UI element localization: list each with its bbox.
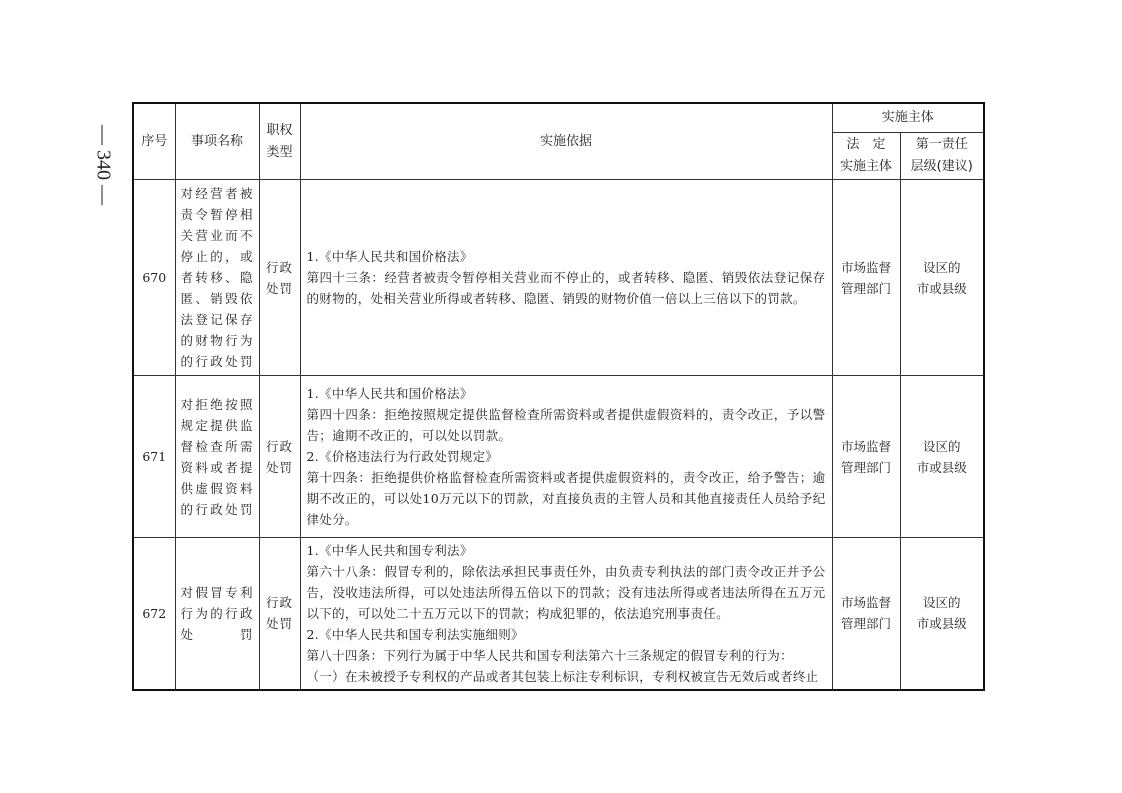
row-power-type <box>259 538 300 690</box>
row-legal-subject <box>832 538 900 690</box>
item-name-line: 资料或者提 <box>180 459 254 475</box>
header-power-type-line1: 职权 <box>266 122 293 138</box>
responsibility-level-line: 市或县级 <box>916 459 967 475</box>
row-responsibility-level <box>900 180 984 376</box>
header-legal-subject-line1: 法 定 <box>846 137 886 152</box>
item-name-line: 供虚假资料 <box>180 480 254 496</box>
power-type-line: 处罚 <box>265 280 293 296</box>
row-legal-subject <box>832 376 900 538</box>
responsibility-level-line: 设区的 <box>923 438 961 454</box>
power-type-line: 处罚 <box>265 459 293 475</box>
legal-subject-line: 管理部门 <box>840 616 891 632</box>
enforcement-items-table <box>132 102 985 691</box>
row-basis <box>300 180 832 376</box>
row-basis <box>300 538 832 690</box>
row-seq: 671 <box>133 376 175 538</box>
item-name-line: 行为的行政 <box>180 605 254 621</box>
item-name-line: 停止的，或 <box>180 249 254 264</box>
row-legal-subject <box>832 180 900 376</box>
item-name-line: 者转移、隐 <box>180 270 254 285</box>
header-power-type-line2: 类型 <box>266 144 293 160</box>
legal-subject-line: 市场监督 <box>840 438 891 454</box>
item-name-line: 对拒绝按照 <box>180 396 254 412</box>
responsibility-level-line: 设区的 <box>923 259 961 275</box>
item-name-line: 关营业而不 <box>180 228 254 243</box>
header-item-name: 事项名称 <box>175 103 259 180</box>
row-basis <box>300 376 832 538</box>
item-name-line: 对经营者被 <box>180 186 254 201</box>
basis-paragraph: 第四十三条：经营者被责令暂停相关营业而不停止的，或者转移、隐匿、销毁依法登记保存的财物的，处相关营业所得或者转移、隐匿、销毁的财物价值一倍以上三倍以下的罚款。 <box>306 270 826 306</box>
page-number-text: — 340 — <box>92 125 115 205</box>
row-power-type <box>259 180 300 376</box>
power-type-line: 处罚 <box>265 616 293 632</box>
header-basis: 实施依据 <box>300 103 832 180</box>
row-power-type <box>259 376 300 538</box>
basis-paragraph: 第六十八条：假冒专利的，除依法承担民事责任外，由负责专利执法的部门责令改正并予公告，没收违法所得，可以处违法所得五倍以下的罚款；没有违法所得或者违法所得在五万元以下的，可以处二十五万元以下的罚款；构成犯罪的，依法追究刑事责任。 <box>306 563 826 621</box>
table-row <box>133 538 984 690</box>
table-row <box>133 376 984 538</box>
basis-paragraph: 第十四条：拒绝提供价格监督检查所需资料或者提供虚假资料的，责令改正，给予警告；逾期不改正的，可以处10万元以下的罚款，对直接负责的主管人员和其他直接责任人员给予纪律处分。 <box>306 470 826 527</box>
row-item-name <box>175 180 259 376</box>
legal-subject-line: 管理部门 <box>840 280 891 296</box>
item-name-line: 责令暂停相 <box>180 207 254 222</box>
header-subject-group: 实施主体 <box>832 103 984 133</box>
item-name-line: 法登记保存 <box>180 312 254 327</box>
page-number <box>88 120 118 210</box>
row-responsibility-level <box>900 538 984 690</box>
header-legal-subject-line2: 实施主体 <box>839 159 892 174</box>
basis-paragraph: 1.《中华人民共和国价格法》 <box>306 249 473 264</box>
legal-subject-line: 市场监督 <box>840 259 891 275</box>
item-name-line: 对假冒专利 <box>180 584 254 600</box>
responsibility-level-line: 设区的 <box>923 595 961 611</box>
basis-paragraph: 2.《中华人民共和国专利法实施细则》 <box>306 626 524 642</box>
row-seq: 670 <box>133 180 175 376</box>
row-item-name <box>175 376 259 538</box>
row-responsibility-level <box>900 376 984 538</box>
item-name-line: 处罚 <box>180 626 254 642</box>
basis-paragraph: 1.《中华人民共和国价格法》 <box>306 386 473 401</box>
power-type-line: 行政 <box>265 259 293 275</box>
responsibility-level-line: 市或县级 <box>916 616 967 632</box>
row-seq: 672 <box>133 538 175 690</box>
header-responsibility-level-line1: 第一责任 <box>915 137 968 152</box>
item-name-line: 督检查所需 <box>180 438 254 454</box>
legal-subject-line: 市场监督 <box>840 595 891 611</box>
power-type-line: 行政 <box>265 438 293 454</box>
basis-paragraph: 第八十四条：下列行为属于中华人民共和国专利法第六十三条规定的假冒专利的行为： <box>306 647 793 663</box>
table-body <box>133 180 984 690</box>
basis-paragraph: 1.《中华人民共和国专利法》 <box>306 542 473 558</box>
item-name-line: 的行政处罚 <box>180 354 254 369</box>
header-power-type <box>259 103 300 180</box>
basis-paragraph: （一）在未被授予专利权的产品或者其包装上标注专利标识，专利权被宣告无效后或者终止 <box>306 668 819 684</box>
item-name-line: 的财物行为 <box>180 333 254 348</box>
item-name-line: 匿、销毁依 <box>180 291 254 306</box>
header-seq: 序号 <box>133 103 175 180</box>
responsibility-level-line: 市或县级 <box>916 280 967 296</box>
power-type-line: 行政 <box>265 595 293 611</box>
row-item-name <box>175 538 259 690</box>
table-row <box>133 180 984 376</box>
header-responsibility-level-line2: 层级(建议) <box>910 159 973 174</box>
legal-subject-line: 管理部门 <box>840 459 891 475</box>
item-name-line: 的行政处罚 <box>180 501 254 517</box>
header-legal-subject <box>832 133 900 180</box>
item-name-line: 规定提供监 <box>180 417 254 433</box>
basis-paragraph: 2.《价格违法行为行政处罚规定》 <box>306 449 499 464</box>
basis-paragraph: 第四十四条：拒绝按照规定提供监督检查所需资料或者提供虚假资料的，责令改正，予以警告；逾期不改正的，可以处以罚款。 <box>306 407 826 443</box>
header-responsibility-level <box>900 133 984 180</box>
